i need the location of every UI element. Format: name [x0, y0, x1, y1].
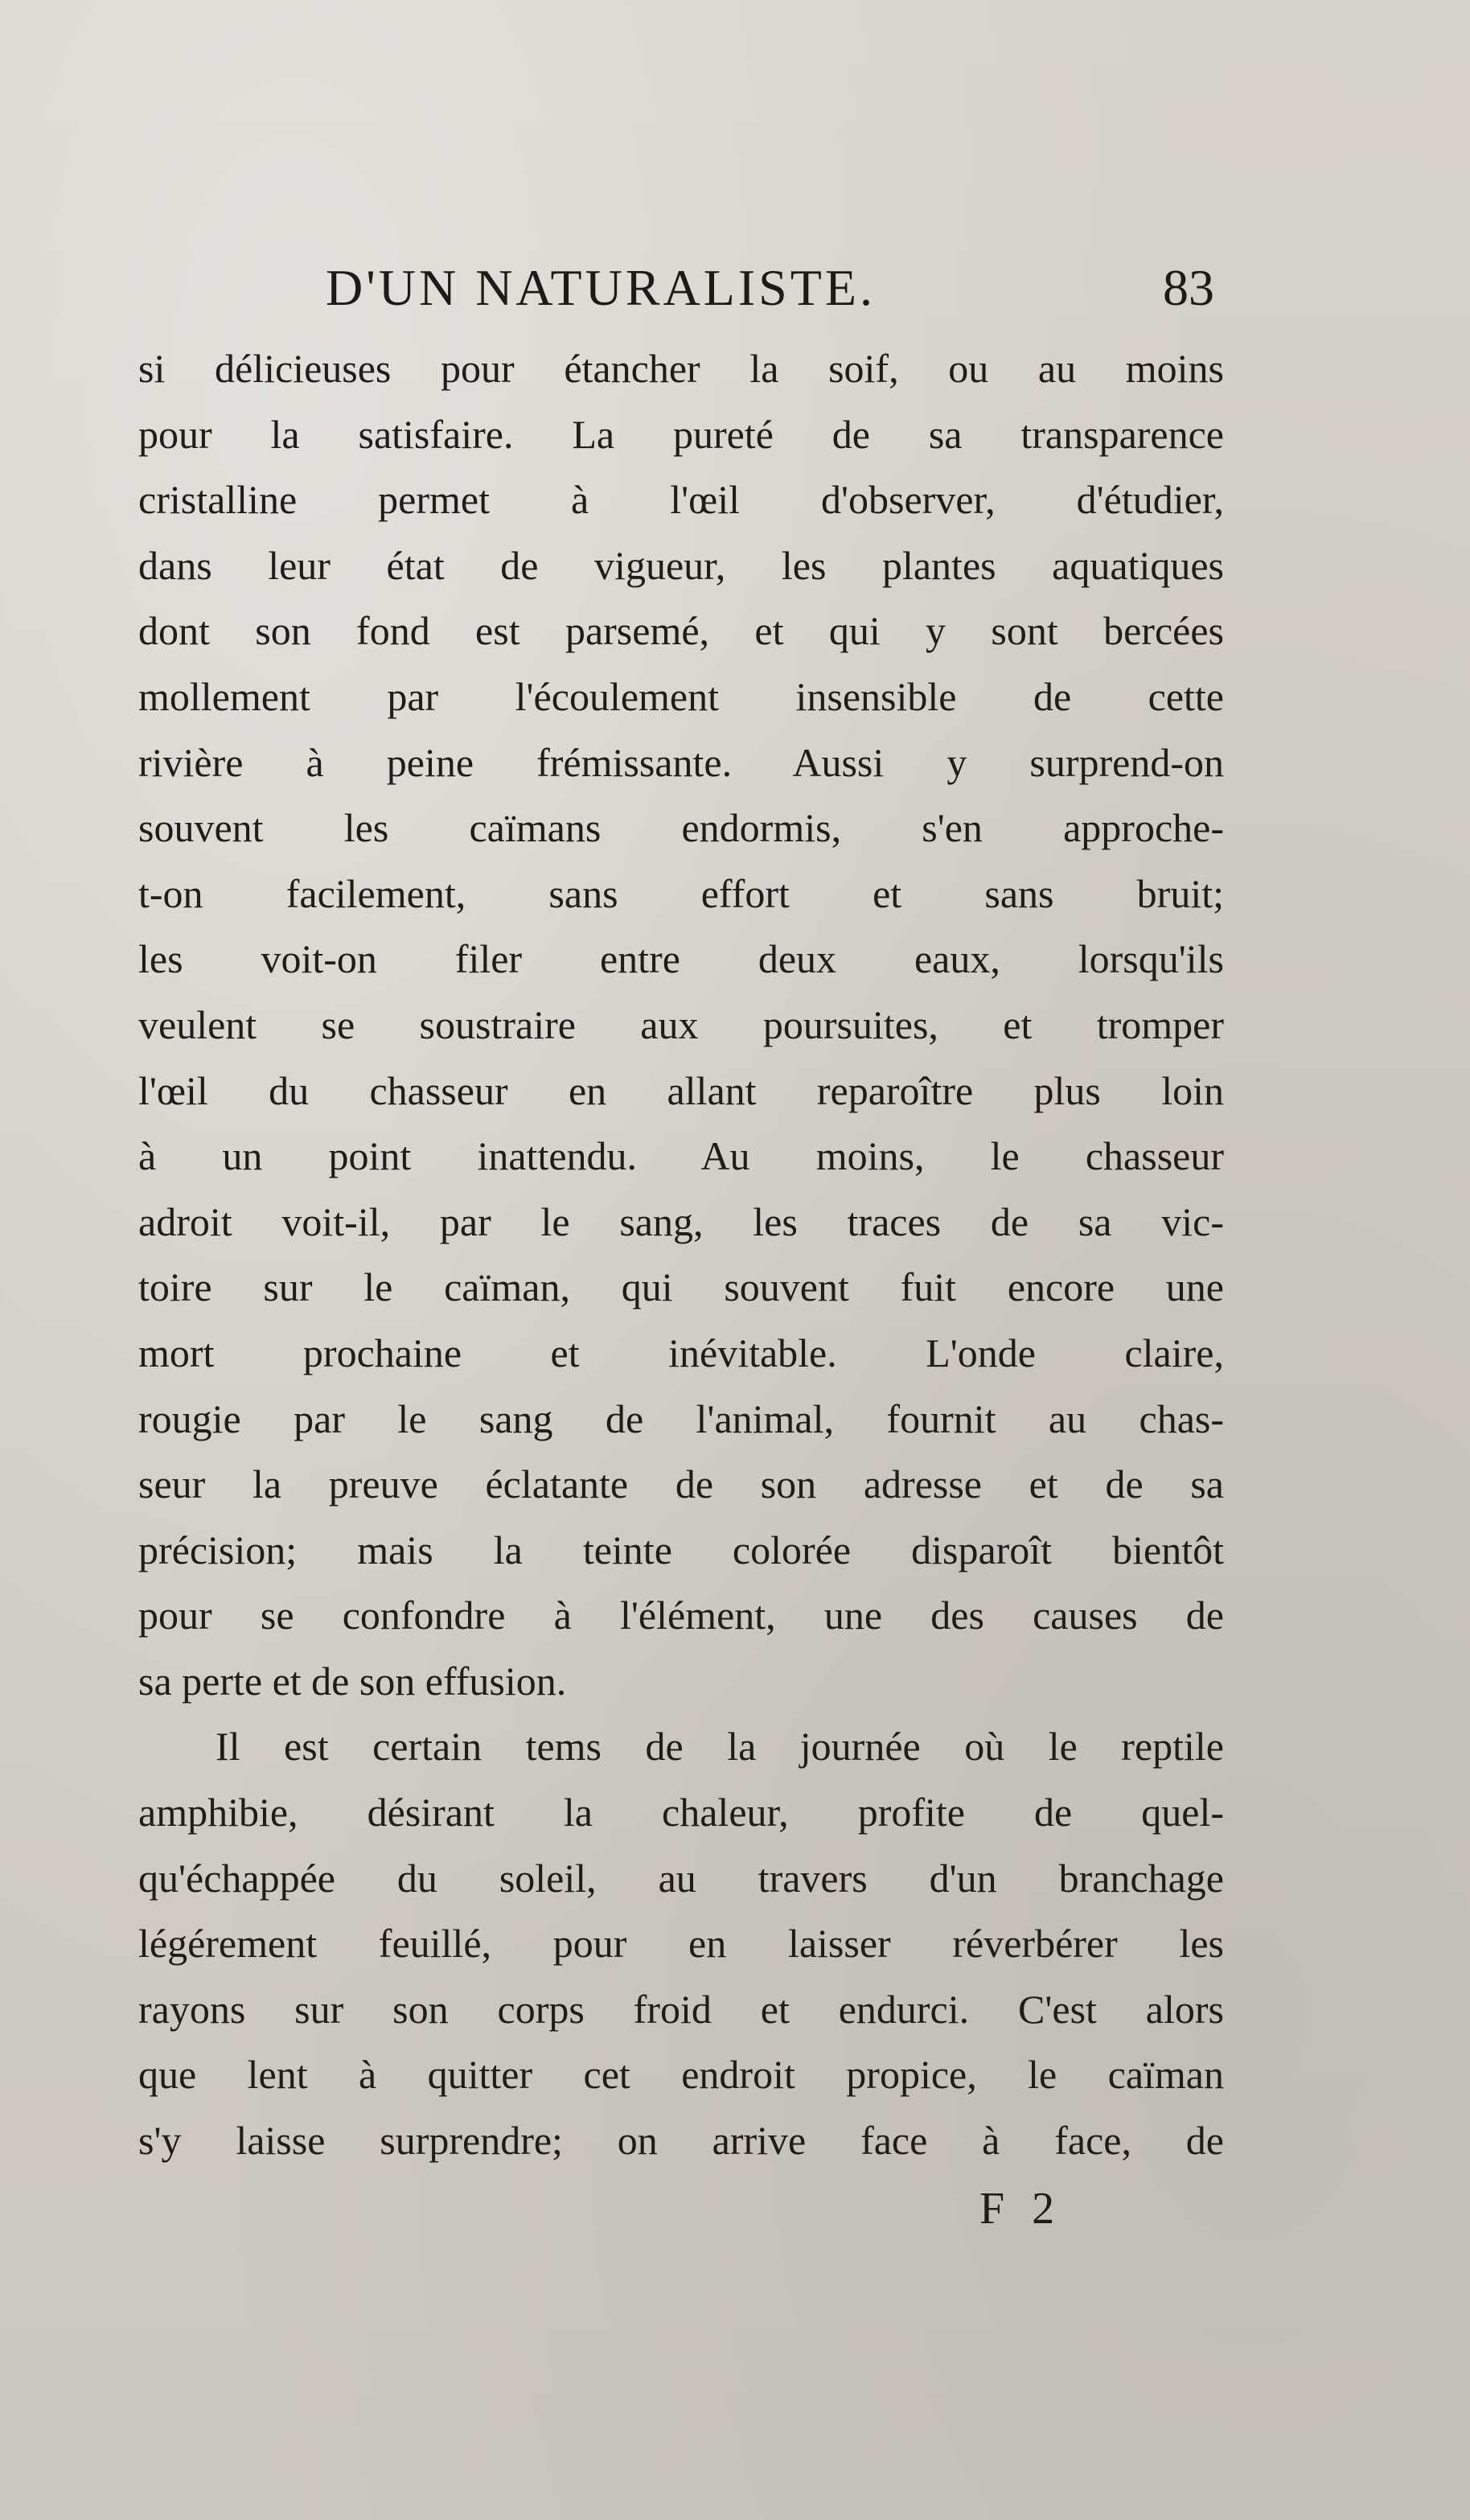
running-head: D'UN NATURALISTE.	[326, 259, 876, 316]
text-line: seur la preuve éclatante de son adresse et de sa	[138, 1461, 1224, 1507]
text-line: si délicieuses pour étancher la soif, ou au moins	[138, 346, 1224, 391]
page-header	[145, 256, 1214, 320]
text-line: t-on facilement, sans effort et sans bruit;	[138, 870, 1224, 916]
paragraph-end-line: sa perte et de son effusion.	[138, 1658, 567, 1704]
text-line: s'y laisse surprendre; on arrive face à face, de	[138, 2118, 1224, 2164]
text-line: veulent se soustraire aux poursuites, et tromper	[138, 1001, 1224, 1047]
body-text	[138, 336, 1224, 2174]
text-line: dont son fond est parsemé, et qui y sont bercées	[138, 608, 1224, 654]
text-line: rivière à peine frémissante. Aussi y surprend-on	[138, 739, 1224, 785]
page-number: 83	[1163, 259, 1214, 316]
signature-mark: F 2	[979, 2184, 1063, 2234]
text-line: mort prochaine et inévitable. L'onde claire,	[138, 1330, 1224, 1375]
text-line: qu'échappée du soleil, au travers d'un branchage	[138, 1855, 1224, 1901]
paragraph-start-line: Il est certain tems de la journée où le reptile	[216, 1724, 1224, 1770]
text-line: adroit voit-il, par le sang, les traces de sa vic-	[138, 1198, 1224, 1244]
text-line: souvent les caïmans endormis, s'en approche-	[138, 805, 1224, 851]
text-line: toire sur le caïman, qui souvent fuit encore une	[138, 1264, 1224, 1310]
text-line: pour se confondre à l'élément, une des causes de	[138, 1593, 1224, 1638]
text-line: à un point inattendu. Au moins, le chasseur	[138, 1133, 1224, 1179]
text-line: précision; mais la teinte colorée disparoît bientôt	[138, 1527, 1224, 1572]
text-line: que lent à quitter cet endroit propice, le caïman	[138, 2052, 1224, 2098]
text-line: dans leur état de vigueur, les plantes aquatiques	[138, 542, 1224, 588]
text-line: mollement par l'écoulement insensible de cette	[138, 673, 1224, 719]
text-line: légérement feuillé, pour en laisser réverbérer les	[138, 1921, 1224, 1967]
text-line: amphibie, désirant la chaleur, profite de quel-	[138, 1790, 1224, 1836]
text-line: rayons sur son corps froid et endurci. C'est alors	[138, 1986, 1224, 2032]
text-line: l'œil du chasseur en allant reparoître plus loin	[138, 1067, 1224, 1113]
text-line: rougie par le sang de l'animal, fournit au chas-	[138, 1396, 1224, 1441]
text-line: les voit-on filer entre deux eaux, lorsqu'ils	[138, 936, 1224, 982]
text-line: pour la satisfaire. La pureté de sa transparence	[138, 411, 1224, 457]
text-line: cristalline permet à l'œil d'observer, d'étudier,	[138, 477, 1224, 523]
